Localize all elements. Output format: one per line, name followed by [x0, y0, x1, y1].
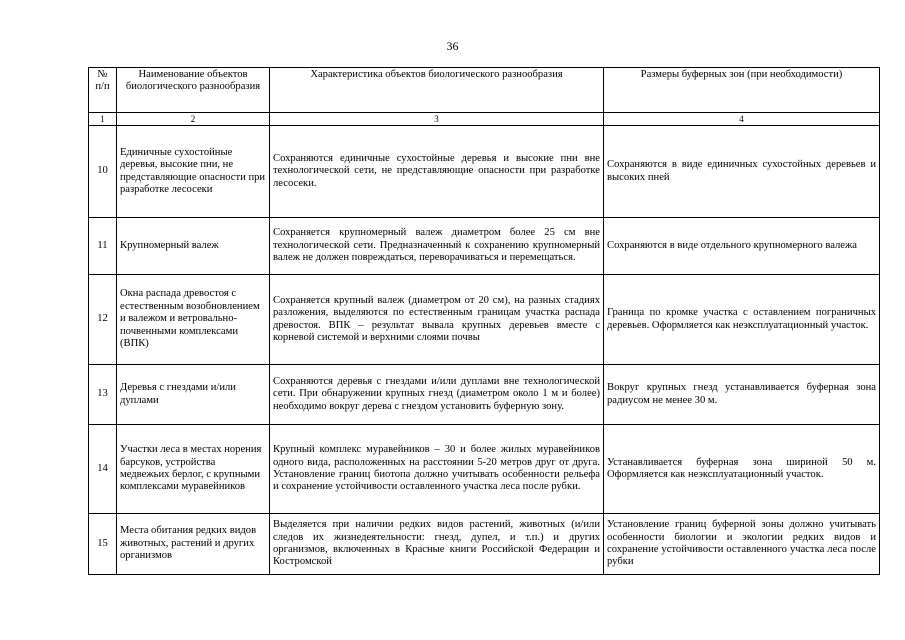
table-row [89, 218, 880, 275]
object-name: Участки леса в местах норения барсуков, устройства медвежьих берлог, с крупными комплексами муравейников [117, 425, 270, 514]
row-number: 13 [89, 365, 117, 425]
object-characteristic: Сохраняются единичные сухостойные деревья и высокие пни вне технологической сети, не представляющие опасности при разработке лесосеки. [270, 126, 604, 218]
buffer-zone: Сохраняются в виде единичных сухостойных деревьев и высоких пней [604, 126, 880, 218]
column-number-row [89, 113, 880, 126]
column-number: 3 [270, 113, 604, 126]
row-number: 11 [89, 218, 117, 275]
table-row [89, 275, 880, 365]
table-row [89, 365, 880, 425]
buffer-zone: Вокруг крупных гнезд устанавливается буферная зона радиусом не менее 30 м. [604, 365, 880, 425]
buffer-zone: Устанавливается буферная зона шириной 50 м. Оформляется как неэксплуатационный участок. [604, 425, 880, 514]
header-row [89, 68, 880, 113]
row-number: 12 [89, 275, 117, 365]
row-number: 10 [89, 126, 117, 218]
object-name: Деревья с гнездами и/или дуплами [117, 365, 270, 425]
header-buffer: Размеры буферных зон (при необходимости) [604, 68, 880, 113]
buffer-zone: Установление границ буферной зоны должно учитывать особенности биологии и экологии редких видов и сохранение устойчивости оставленного участка леса после рубки [604, 514, 880, 575]
biodiversity-table [88, 67, 880, 575]
table-row [89, 126, 880, 218]
buffer-zone: Сохраняются в виде отдельного крупномерного валежа [604, 218, 880, 275]
column-number: 2 [117, 113, 270, 126]
header-name: Наименование объектов биологического разнообразия [117, 68, 270, 113]
object-characteristic: Сохраняется крупномерный валеж диаметром более 25 см вне технологической сети. Предназначенный к сохранению крупномерный валеж не должен повреждаться, переворачиваться и перемещаться. [270, 218, 604, 275]
object-characteristic: Крупный комплекс муравейников – 30 и более жилых муравейников одного вида, расположенных на расстоянии 5-20 метров друг от друга. Установление границ биотопа должно учитывать особенности рельефа и сохранение устойчивости оставленного участка леса после рубки. [270, 425, 604, 514]
object-characteristic: Сохраняются деревья с гнездами и/или дуплами вне технологической сети. При обнаружении крупных гнезд (диаметром около 1 м и более) необходимо вокруг дерева с гнездом установить буферную зону. [270, 365, 604, 425]
page-number: 36 [446, 39, 459, 53]
header-characteristic: Характеристика объектов биологического разнообразия [270, 68, 604, 113]
table-row [89, 425, 880, 514]
row-number: 15 [89, 514, 117, 575]
row-number: 14 [89, 425, 117, 514]
object-characteristic: Выделяется при наличии редких видов растений, животных (и/или следов их жизнедеятельности: гнезд, дупел, и т.п.) и других организмов, включенных в Красные книги Российской Федерации и Костромской [270, 514, 604, 575]
object-name: Единичные сухостойные деревья, высокие пни, не представляющие опасности при разработке лесосеки [117, 126, 270, 218]
object-name: Крупномерный валеж [117, 218, 270, 275]
object-characteristic: Сохраняется крупный валеж (диаметром от 20 см), на разных стадиях разложения, выделяются по естественным границам участка распада древостоя. ВПК – результат вывала крупных деревьев вместе с корневой системой и верхними слоями почвы [270, 275, 604, 365]
buffer-zone: Граница по кромке участка с оставлением пограничных деревьев. Оформляется как неэксплуатационный участок. [604, 275, 880, 365]
column-number: 4 [604, 113, 880, 126]
column-number: 1 [89, 113, 117, 126]
header-num: № п/п [89, 68, 117, 113]
object-name: Окна распада древостоя с естественным возобновлением и валежом и ветровально-почвенными комплексами (ВПК) [117, 275, 270, 365]
object-name: Места обитания редких видов животных, растений и других организмов [117, 514, 270, 575]
table-row [89, 514, 880, 575]
